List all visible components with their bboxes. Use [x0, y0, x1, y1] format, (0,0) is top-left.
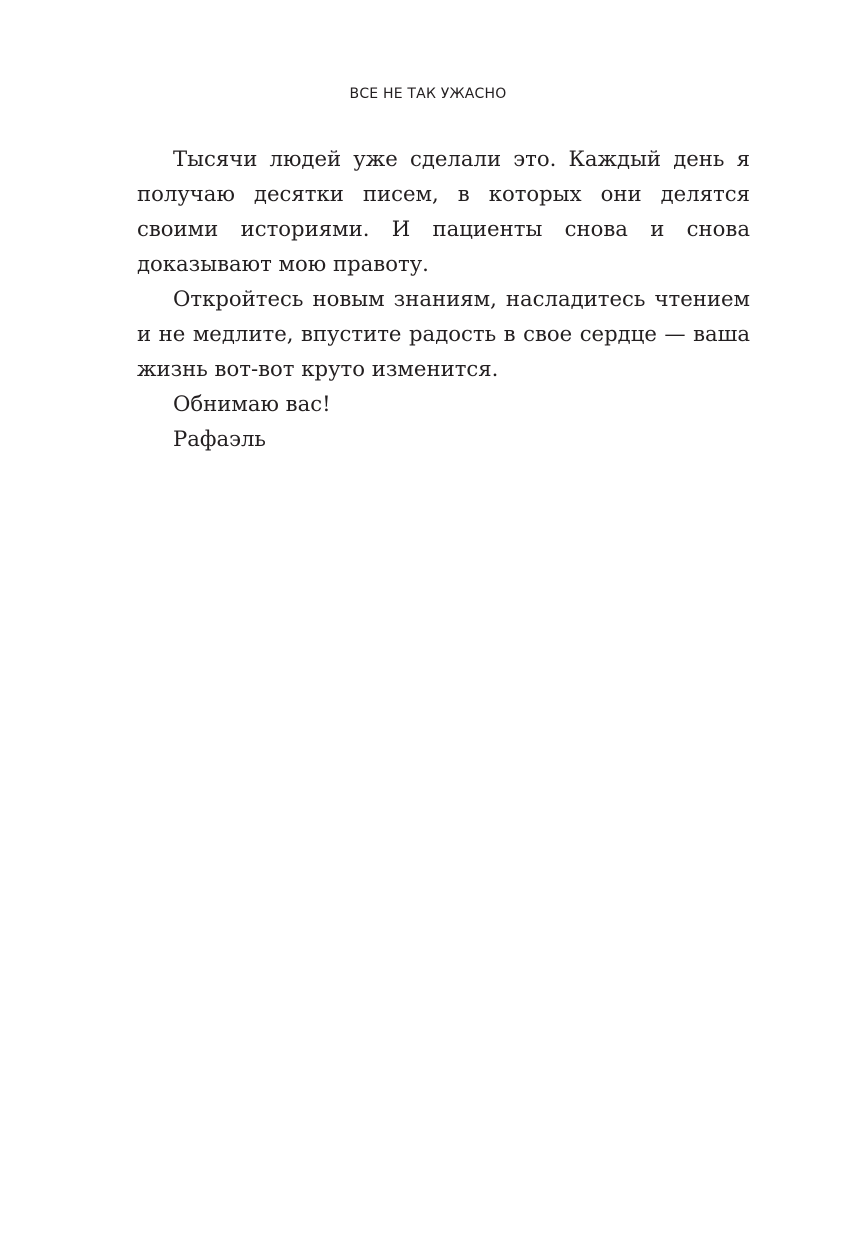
running-title: ВСЕ НЕ ТАК УЖАСНО — [349, 86, 507, 102]
paragraph-2: Откройтесь новым знаниям, насладитесь чтением и не медлите, впустите радость в свое сердце — ваша жизнь вот-вот круто изменится. — [137, 286, 750, 381]
paragraph-3: Обнимаю вас! — [173, 391, 331, 416]
body-text — [137, 141, 750, 456]
signature: Рафаэль — [173, 426, 266, 451]
paragraph-1: Тысячи людей уже сделали это. Каждый день я получаю десятки писем, в которых они делятся своими историями. И пациенты снова и снова доказывают мою правоту. — [137, 146, 750, 276]
